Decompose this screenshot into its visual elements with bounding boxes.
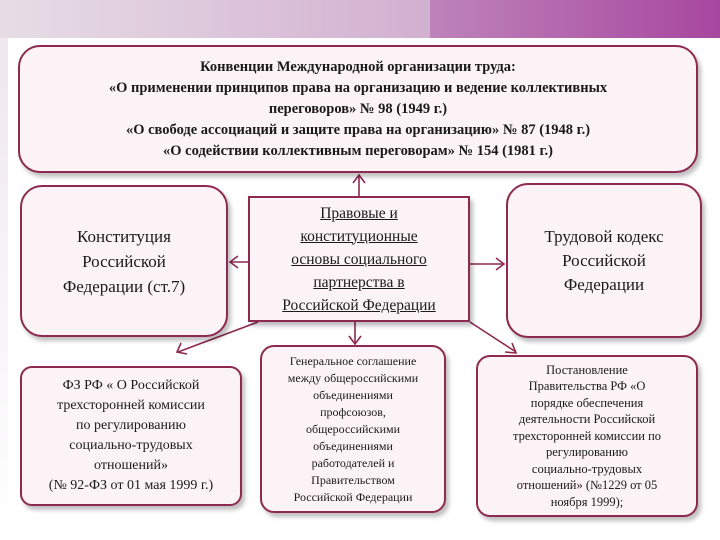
arrowhead-left	[230, 256, 238, 268]
ilo-conventions-box	[18, 45, 698, 173]
agreement-line-7: работодателей и	[311, 455, 395, 470]
ilo-line-5: «О содействии коллективным переговорам» № 154 (1981 г.)	[163, 142, 553, 159]
constitution-line-1: Конституция	[77, 226, 171, 246]
arrowhead-bottom-left	[177, 343, 187, 354]
resolution-line-3: порядке обеспечения	[530, 395, 644, 410]
federal-law-line-6: (№ 92-ФЗ от 01 мая 1999 г.)	[48, 478, 214, 493]
agreement-line-8: Правительством	[311, 472, 395, 487]
general-agreement-box	[260, 345, 446, 513]
federal-law-line-4: социально-трудовых	[69, 438, 193, 453]
resolution-line-4: деятельности Российской	[518, 412, 656, 427]
constitution-line-3: Федерации (ст.7)	[62, 276, 186, 296]
header-bar	[0, 0, 720, 38]
center-line-4: партнерства в	[313, 273, 405, 291]
ilo-line-4: «О свободе ассоциаций и защите права на организацию» № 87 (1948 г.)	[125, 121, 591, 138]
resolution-line-9: ноября 1999);	[550, 494, 624, 509]
resolution-line-2: Правительства РФ «О	[528, 379, 646, 394]
agreement-line-5: общероссийскими	[305, 421, 401, 436]
agreement-line-3: объединениями	[313, 387, 393, 402]
federal-law-line-2: трехсторонней комиссии	[57, 398, 205, 413]
constitution-box	[20, 185, 228, 337]
agreement-line-1: Генеральное соглашение	[289, 353, 417, 368]
constitution-line-2: Российской	[82, 251, 166, 271]
labor-code-line-3: Федерации	[563, 274, 645, 294]
agreement-line-2: между общероссийскими	[287, 370, 419, 385]
resolution-line-6: регулированию	[545, 445, 629, 460]
resolution-line-7: социально-трудовых	[531, 461, 643, 476]
center-line-3: основы социального	[291, 250, 427, 268]
arrowhead-bottom-middle	[349, 336, 361, 344]
center-line-2: конституционные	[300, 227, 418, 245]
federal-law-line-3: по регулированию	[76, 418, 186, 433]
legal-foundations-box	[248, 196, 470, 322]
resolution-line-8: отношений» (№1229 от 05	[516, 478, 658, 493]
agreement-line-4: профсоюзов,	[320, 404, 386, 419]
federal-law-box	[20, 366, 242, 506]
labor-code-box	[506, 183, 702, 338]
resolution-line-1: Постановление	[546, 362, 628, 377]
labor-code-line-1: Трудовой кодекс	[544, 226, 664, 246]
arrowhead-top	[353, 175, 365, 183]
agreement-line-6: объединениями	[313, 438, 393, 453]
agreement-line-9: Российской Федерации	[293, 489, 413, 504]
ilo-line-3: переговоров» № 98 (1949 г.)	[268, 100, 448, 117]
ilo-line-1: Конвенции Международной организации труда:	[200, 58, 516, 75]
ilo-line-2: «О применении принципов права на организацию и ведение коллективных	[108, 79, 608, 96]
arrowhead-right	[496, 258, 504, 270]
arrowhead-bottom-right	[505, 343, 516, 353]
center-line-5: Российской Федерации	[282, 296, 436, 314]
header-bar-highlight	[0, 0, 430, 38]
resolution-line-5: трехсторонней комиссии по	[512, 428, 662, 443]
government-resolution-box	[476, 355, 698, 517]
federal-law-line-1: ФЗ РФ « О Российской	[62, 378, 200, 393]
center-line-1: Правовые и	[320, 204, 398, 222]
left-edge-strip	[0, 38, 8, 540]
federal-law-line-5: отношений»	[94, 458, 168, 473]
labor-code-line-2: Российской	[562, 250, 646, 270]
